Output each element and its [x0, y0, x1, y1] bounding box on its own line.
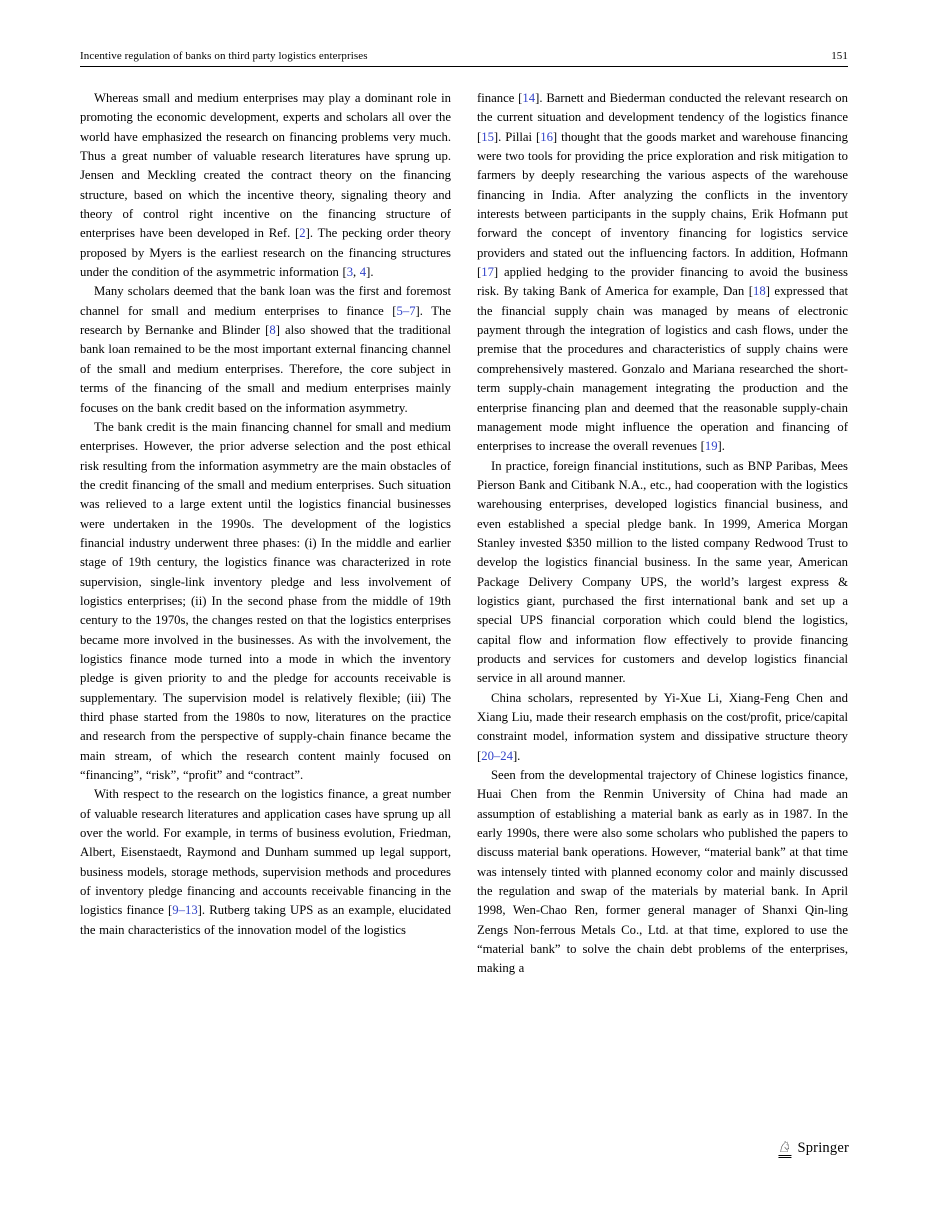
paragraph: China scholars, represented by Yi-Xue Li, Xiang-Feng Chen and Xiang Liu, made their research emphasis on the cost/profit, price/capital constraint model, information system and dissipative structure theory [20–24]. — [477, 690, 848, 763]
header-rule — [80, 66, 848, 67]
citation-ref[interactable]: 4 — [359, 265, 367, 280]
right-column — [477, 89, 848, 979]
paragraph: The bank credit is the main financing channel for small and medium enterprises. However, the prior adverse selection and the post ethical risk resulting from the information asymmetry are the main obstacles of the credit financing of the small and medium enterprises. Such situation was relieved to a large extent until the logistics financial businesses were undertaken in the 1990s. The development of the logistics financial industry underwent three phases: (i) In the middle and earlier stage of 19th century, the logistics finance was characterized in rote supervision, single-link inventory pledge and less involvement of logistics enterprises; (ii) In the second phase from the middle of 19th century to the 1970s, the changes rested on that the logistics enterprises became more involved in the businesses. As with the involvement, the logistics finance mode turned into a mode in which the inventory pledge is given priority to and the pledge for accounts receivable is supplementary. The supervision model is relatively flexible; (iii) The third phase started from the 1980s to now, literatures on the practice and research from the perspective of supply-chain finance became the main stream, of which the research content mainly focused on “financing”, “risk”, “profit” and “contract”. — [80, 419, 451, 783]
citation-ref[interactable]: 3 — [346, 265, 354, 280]
paragraph: In practice, foreign financial institutions, such as BNP Paribas, Mees Pierson Bank and Citibank N.A., etc., had cooperation with the logistics warehousing enterprises, developed logistics financial business, and even established a special pledge bank. In 1999, America Morgan Stanley invested $350 million to the listed company Redwood Trust to develop the logistics financial business. In the same year, American Package Delivery Company UPS, the world’s largest express & logistics giant, purchased the first international bank and set up a special UPS financial corporation which could blend the logistics, capital flow and information flow effectively to provide financing products and services for customers and develop logistics financial service in all around manner. — [477, 458, 848, 686]
springer-knight-icon: ♘ — [778, 1138, 792, 1156]
running-title: Incentive regulation of banks on third party logistics enterprises — [80, 50, 368, 62]
page-header — [80, 50, 848, 62]
left-column — [80, 89, 451, 979]
citation-ref[interactable]: 8 — [269, 323, 276, 338]
paragraph: Many scholars deemed that the bank loan was the first and foremost channel for small and medium enterprises to finance [5–7]. The research by Bernanke and Blinder [8] also showed that the traditional bank loan remained to be the most important external financing channel of the small and medium enterprises. Therefore, the core subject in terms of the financing of the small and medium enterprises mainly focuses on the bank credit based on the information asymmetry. — [80, 284, 452, 415]
citation-ref[interactable]: 9–13 — [172, 903, 198, 918]
citation-ref[interactable]: 16 — [540, 129, 553, 144]
article-body — [80, 89, 848, 979]
citation-ref[interactable]: 17 — [481, 265, 494, 280]
paragraph: finance [14]. Barnett and Biederman conducted the relevant research on the current situation and development tendency of the logistics finance [15]. Pillai [16] thought that the goods market and warehouse financing were two tools for providing the price exploration and risk mitigation to farmers by deeply researching the various aspects of the warehouse financing in India. After analyzing the conflicts in the inventory interests between participants in the supply chains, Erik Hofmann put forward the concept of inventory financing for logistics service providers and stated out the influencing factors. In addition, Hofmann [17] applied hedging to the provider financing to avoid the business risk. By taking Bank of America for example, Dan [18] expressed that the financial supply chain was managed by means of electronic payment through the integration of logistics and cash flows, under the premise that the procedures and characteristics of supply chains were comprehensively mastered. Gonzalo and Mariana researched the short-term supply-chain management integrating the production and the enterprise financing plan and deemed that the reasonable supply-chain management mode might influence the operation and financing of enterprises to increase the overall revenues [19]. — [477, 91, 848, 454]
citation-ref[interactable]: 5–7 — [396, 303, 416, 318]
page-footer — [778, 1140, 849, 1158]
paragraph: Seen from the developmental trajectory of Chinese logistics finance, Huai Chen from the Renmin University of China had made an assumption of establishing a material bank as early as in 1987. In the early 1990s, there were also some scholars who published the papers to discuss material bank operations. However, “material bank” at that time was intensely tinted with planned economy color and mainly discussed the regulation and swap of the materials by material bank. In April 1998, Wen-Chao Ren, former general manager of Shanxi Qin-ling Zengs Non-ferrous Metals Co., Ltd. at that time, explored to use the “material bank” to solve the chain debt problems of the enterprises, making a — [477, 768, 848, 976]
citation-ref[interactable]: 19 — [704, 439, 718, 454]
page-number: 151 — [831, 50, 848, 62]
citation-ref[interactable]: 14 — [522, 91, 536, 105]
paragraph: With respect to the research on the logistics finance, a great number of valuable research literatures and application cases have sprung up all over the world. For example, in terms of business evolution, Friedman, Albert, Eisenstaedt, Raymond and Dunham summed up legal support, business models, storage methods, supervision methods and procedures of inventory pledge financing and accounts receivable financing in the logistics finance [9–13]. Rutberg taking UPS as an example, elucidated the main characteristics of the innovation model of the logistics — [80, 787, 451, 937]
paragraph: Whereas small and medium enterprises may play a dominant role in promoting the economic development, experts and scholars all over the world have emphasized the research on financing problems very much. Thus a great number of valuable research literatures have sprung up. Jensen and Meckling created the contract theory on the financing structure, based on which the incentive theory, signaling theory and theory of control right incentive on the financing structure of enterprises have been developed in Ref. [2]. The pecking order theory proposed by Myers is the earliest research on the financing structures under the condition of the asymmetric information [3, 4]. — [80, 91, 451, 280]
publisher-name: Springer — [797, 1140, 849, 1156]
citation-ref[interactable]: 15 — [481, 129, 494, 144]
citation-ref[interactable]: 2 — [299, 226, 306, 241]
citation-ref[interactable]: 20–24 — [481, 748, 513, 763]
citation-ref[interactable]: 18 — [753, 284, 766, 299]
